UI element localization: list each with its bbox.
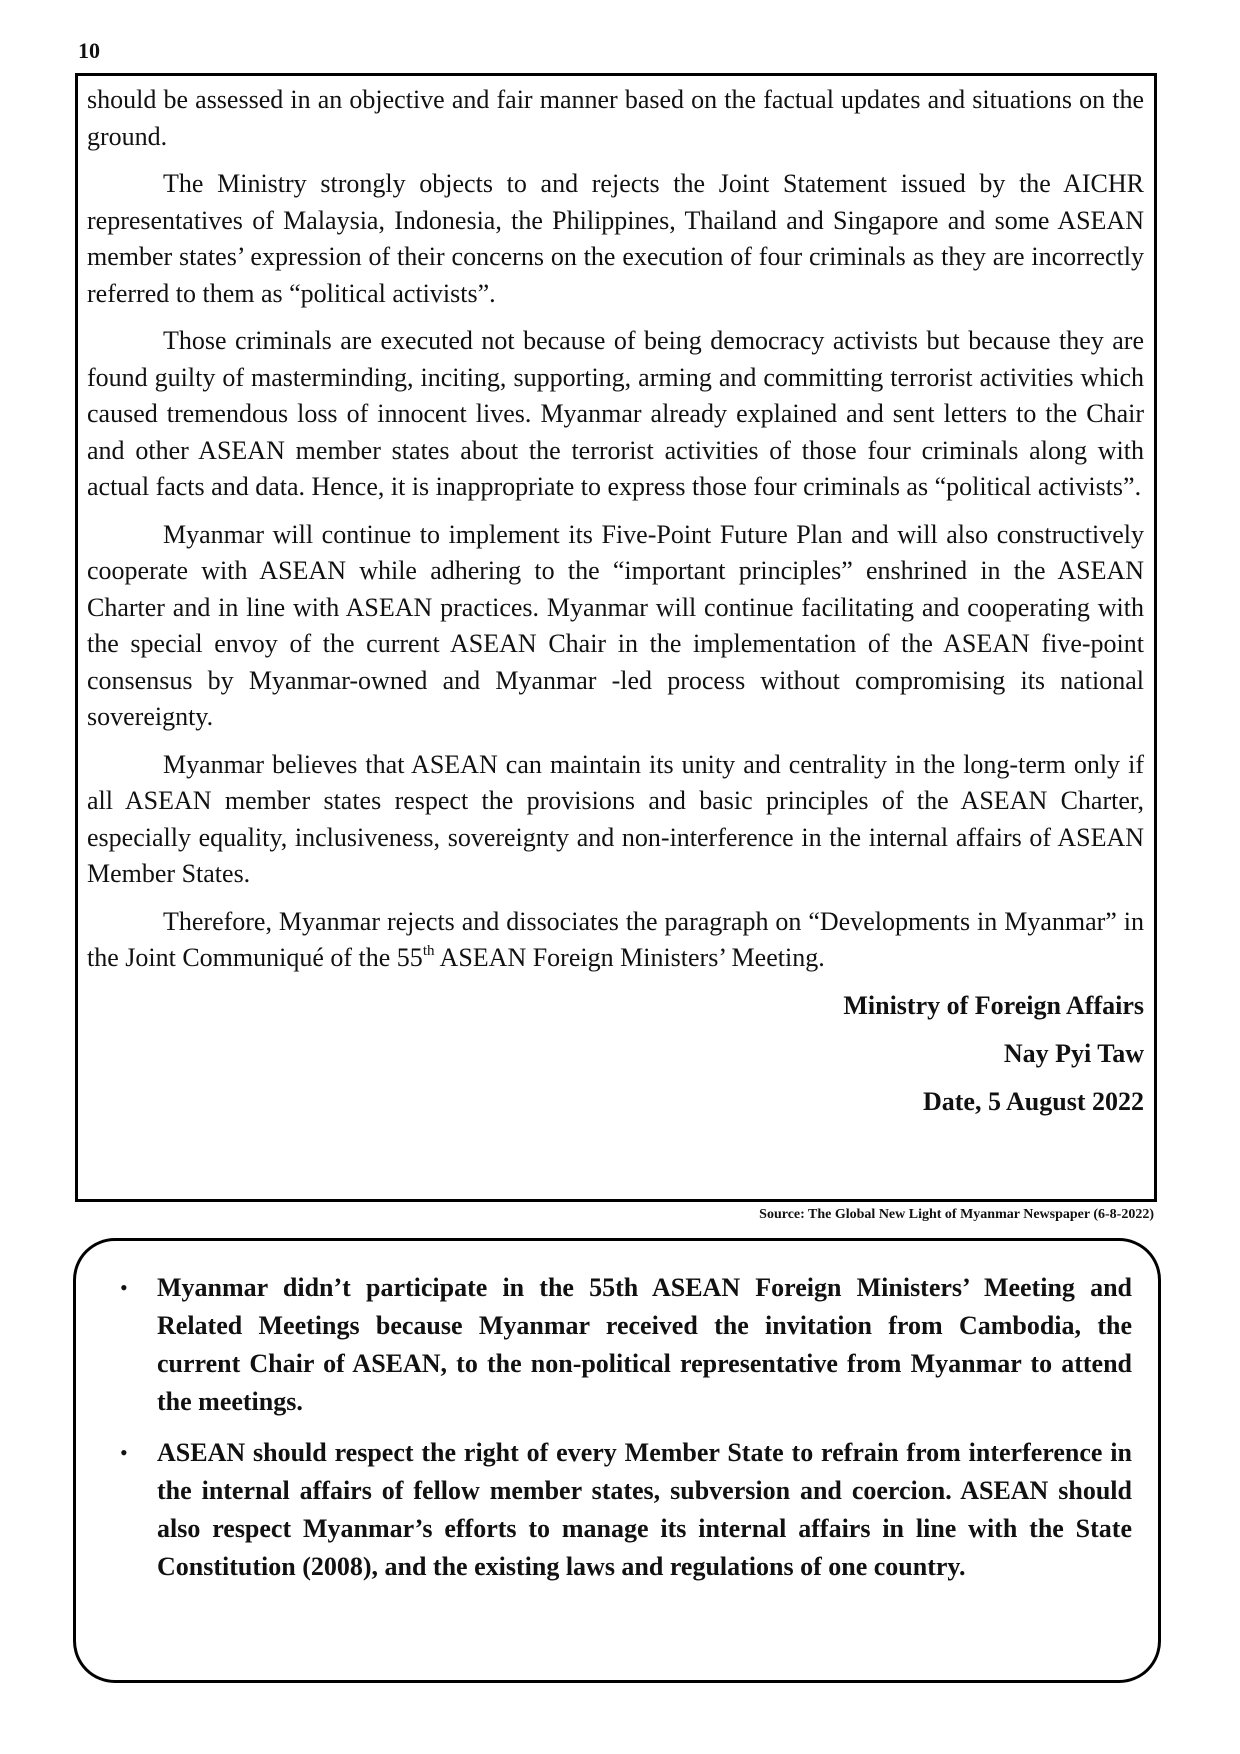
signature-date: Date, 5 August 2022 <box>922 1086 1144 1116</box>
statement-paragraph: Myanmar believes that ASEAN can maintain its unity and centrality in the long-term only if all ASEAN member states respect the provisions and basic principles of the ASEAN Charter, especially equality, inclusiveness, sovereignty and non-interference in the internal affairs of ASEAN Member States. <box>87 749 1144 888</box>
statement-paragraph: Those criminals are executed not because of being democracy activists but because they are found guilty of masterminding, inciting, supporting, arming and committing terrorist activities which caused tremendous loss of innocent lives. Myanmar already explained and sent letters to the Chair and other ASEAN member states about the terrorist activities of those four criminals along with actual facts and data. Hence, it is inappropriate to express those four criminals as “political activists”. <box>87 326 1144 501</box>
statement-paragraph: Myanmar will continue to implement its Five-Point Future Plan and will also constructively cooperate with ASEAN while adhering to the “important principles” enshrined in the ASEAN Charter and in line with ASEAN practices. Myanmar will continue facilitating and cooperating with the special envoy of the current ASEAN Chair in the implementation of the ASEAN five-point consensus by Myanmar-owned and Myanmar -led process without compromising its national sovereignty. <box>87 519 1144 731</box>
page-number: 10 <box>78 38 100 63</box>
key-point-text: Myanmar didn’t participate in the 55th ASEAN Foreign Ministers’ Meeting and Related Meetings because Myanmar received the invitation from Cambodia, the current Chair of ASEAN, to the non-political representative from Myanmar to attend the meetings. <box>157 1273 1132 1416</box>
signature-place: Nay Pyi Taw <box>1003 1038 1144 1068</box>
ordinal-superscript: th <box>422 942 435 959</box>
statement-paragraph: should be assessed in an objective and fair manner based on the factual updates and situations on the ground. <box>87 85 1144 151</box>
statement-box <box>75 73 1157 1202</box>
statement-paragraph: The Ministry strongly objects to and rejects the Joint Statement issued by the AICHR representatives of Malaysia, Indonesia, the Philippines, Thailand and Singapore and some ASEAN member states’ expression of their concerns on the execution of four criminals as they are incorrectly referred to them as “political activists”. <box>87 169 1144 308</box>
key-point-item <box>100 1269 1132 1421</box>
source-citation: Source: The Global New Light of Myanmar Newspaper (6-8-2022) <box>759 1207 1154 1222</box>
key-point-item <box>100 1434 1132 1586</box>
key-point-text: ASEAN should respect the right of every Member State to refrain from interference in the internal affairs of fellow member states, subversion and coercion. ASEAN should also respect Myanmar’s efforts to manage its internal affairs in line with the State Constitution (2008), and the existing laws and regulations of one country. <box>157 1438 1132 1581</box>
statement-closing-paragraph <box>87 904 1144 977</box>
closing-text-after: ASEAN Foreign Ministers’ Meeting. <box>434 943 825 972</box>
signature-ministry: Ministry of Foreign Affairs <box>843 990 1144 1020</box>
bullet-icon: • <box>120 1440 128 1465</box>
key-points-box <box>73 1238 1161 1683</box>
closing-text-before: Therefore, Myanmar rejects and dissociates the paragraph on “Developments in Myanmar” in the Joint Communiqué of the 55 <box>87 906 1144 972</box>
bullet-icon: • <box>120 1275 128 1300</box>
